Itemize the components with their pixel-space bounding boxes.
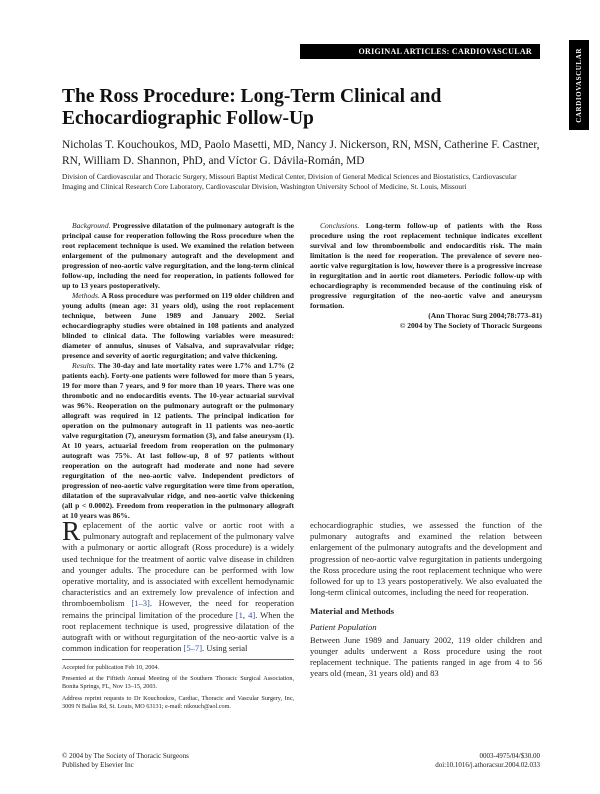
footer-right xyxy=(340,752,540,770)
conclusions-text: Long-term follow-up of patients with the Ross procedure using the root replacement technique indicates excellent survival and low thromboembolic and endocarditis risk. The main limitation is the need for reoperation. The prevalence of severe neo-aortic valve regurgitation is low, however there is a progressive increase in regurgitation and in aortic root diameters. Periodic follow-up with echocardiography is recommended because of the continuing risk of progressive regurgitation of the neo-aortic valve and aneurysm formation. xyxy=(310,221,542,310)
reference-link[interactable]: [5–7] xyxy=(183,643,203,654)
background-label: Background. xyxy=(72,221,111,230)
intro-text-2: . However, the need for reoperation remains the principal limitation of the procedure xyxy=(62,598,294,620)
reference-link[interactable]: [1–3] xyxy=(131,598,150,609)
intro-text-1: eplacement of the aortic valve or aortic root with a pulmonary autograft and replacement of the pulmonary valve with a pulmonary or aortic allograft (Ross procedure) is a widely used technique for the treatment of aortic valve disease in children and younger adults. The procedure can be performed with low operative mortality, and is associated with excellent hemodynamic characteristics and an extremely low prevalence of infection and thromboembolism xyxy=(62,520,294,609)
results-label: Results. xyxy=(72,361,96,370)
intro-paragraph xyxy=(62,516,295,654)
author-list: Nicholas T. Kouchoukos, MD, Paolo Masetti, MD, Nancy J. Nickerson, RN, MSN, Catherine F. Castner, RN, William D. Shannon, PhD, and Víctor G. Dávila-Román, MD xyxy=(62,139,540,167)
footnotes xyxy=(62,664,294,714)
footnote-divider xyxy=(62,659,294,660)
methods-paragraph: Between June 1989 and January 2002, 119 older children and younger adults underwent a Ross procedure using the root replacement technique. The patients ranged in age from 4 to 56 years old (mean, 31 years old) and 83 xyxy=(310,634,542,679)
journal-citation: (Ann Thorac Surg 2004;78:773–81) xyxy=(428,311,542,320)
abstract-left-column xyxy=(62,221,294,521)
reference-link[interactable]: 4] xyxy=(248,609,256,620)
subsection-heading: Patient Population xyxy=(310,621,377,632)
abstract-right-column xyxy=(310,221,542,331)
abstract-methods xyxy=(62,291,294,361)
presented-note: Presented at the Fiftieth Annual Meeting of the Southern Thoracic Surgical Association, Bonita Springs, FL, Nov 13–15, 2003. xyxy=(62,675,294,691)
results-text: The 30-day and late mortality rates were 1.7% and 1.7% (2 patients each). Forty-one patients were followed for more than 5 years, 19 for more than 7 years, and 9 for more than 10 years. There was one thrombotic and no endocarditis events. The 10-year actuarial survival was 96%. Reoperation on the pulmonary autograft or the pulmonary allograft was required in 12 patients. The principal indication for operation on the pulmonary autograft in 11 patients was neo-aortic valve regurgitation (7), aneurysm formation (3), and false aneurysm (1). At 10 years, actuarial freedom from reoperation on the pulmonary autograft was 75%. At last follow-up, 8 of 97 patients without reoperation on the autograft had moderate and none had severe regurgitation of the neo-aortic valve. Independent predictors of progression of neo-aortic valve regurgitation were time from operation, dilatation of the supravalvular ridge, and neo-aortic valve thickening (all p < 0.0002). Freedom from reoperation in the pulmonary allograft at 10 years was 86%. xyxy=(62,361,294,520)
side-section-tab xyxy=(569,40,589,130)
section-header-bar xyxy=(300,44,540,59)
intro-separator: , xyxy=(242,609,249,620)
body-right-column xyxy=(310,520,542,680)
section-heading: Material and Methods xyxy=(310,606,395,617)
conclusions-label: Conclusions. xyxy=(320,221,360,230)
footer-publisher: Published by Elsevier Inc xyxy=(62,761,134,769)
footer-left xyxy=(62,752,189,770)
section-header-label: ORIGINAL ARTICLES: CARDIOVASCULAR xyxy=(358,47,532,56)
intro-text-4: . Using serial xyxy=(202,643,248,654)
background-text: Progressive dilatation of the pulmonary autograft is the principal cause for reoperation following the Ross procedure when the root replacement technique is used. We examined the relation between enlargement of the pulmonary autograft and the development and progression of neo-aortic valve regurgitation, and the long-term clinical follow-up, including the need for reoperation, in patients followed for up to 13 years postoperatively. xyxy=(62,221,295,290)
body-left-column xyxy=(62,516,295,654)
intro-text-3: . When the root replacement technique is used, progressive dilatation of the autograft with or without regurgitation of the neo-aortic valve is a common indication for reoperation xyxy=(62,609,295,654)
footer-doi: doi:10.1016/j.athoracsur.2004.02.033 xyxy=(435,761,540,769)
article-title: The Ross Procedure: Long-Term Clinical and Echocardiographic Follow-Up xyxy=(62,86,442,129)
reprint-address-note: Address reprint requests to Dr Kouchoukos, Cardiac, Thoracic and Vascular Surgery, Inc, 3009 N Ballas Rd, St. Louis, MO 63131; e-mail: nikouch@aol.com. xyxy=(62,694,294,710)
accepted-note: Accepted for publication Feb 10, 2004. xyxy=(62,664,160,671)
author-affiliation: Division of Cardiovascular and Thoracic Surgery, Missouri Baptist Medical Center, Division of General Medical Sciences and Biostatistics, Cardiovascular Imaging and Clinical Research Core Laboratory, Cardiovascular Division, Washington University School of Medicine, St. Louis, Missouri xyxy=(62,172,517,191)
footer-issn: 0003-4975/04/$30.00 xyxy=(479,752,540,760)
abstract-results xyxy=(62,361,294,521)
intro-continuation xyxy=(310,520,542,598)
methods-label: Methods. xyxy=(72,291,100,300)
methods-text: A Ross procedure was performed on 119 older children and young adults (mean age: 31 years old), using the root replacement technique, between June 1989 and January 2002. Serial echocardiography studies were obtained in 108 patients and analyzed blinded to clinical data. The following variables were measured: diameter of annulus, sinuses of Valsalva, and supravalvular ridge; presence and severity of aortic regurgitation; and valve thickening. xyxy=(62,291,294,360)
intro-text-4: echocardiographic studies, we assessed the function of the pulmonary autografts and examined the relation between enlargement of the pulmonary autografts and the development and progression of neo-aortic valve regurgitation in patients undergoing the Ross procedure using the root replacement technique who were followed for up to 13 years postoperatively. We also evaluated the long-term clinical outcomes, including the need for reoperation. xyxy=(310,520,542,598)
side-tab-label: CARDIOVASCULAR xyxy=(575,47,583,123)
footer-copyright: © 2004 by The Society of Thoracic Surgeons xyxy=(62,752,189,760)
abstract-conclusions xyxy=(310,221,542,311)
drop-cap: R xyxy=(62,516,81,546)
abstract-copyright: © 2004 by The Society of Thoracic Surgeons xyxy=(399,321,542,330)
abstract-background xyxy=(62,221,294,291)
reference-link[interactable]: [1 xyxy=(235,609,243,620)
